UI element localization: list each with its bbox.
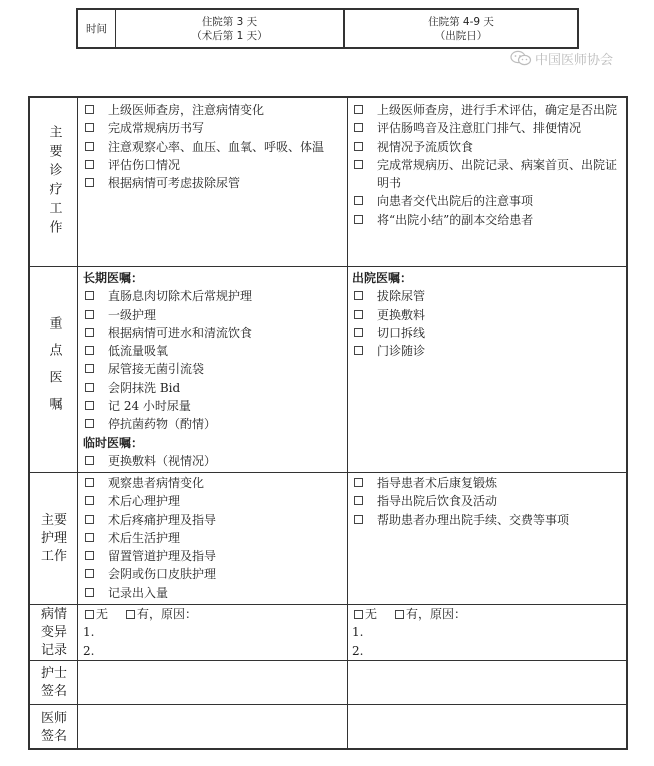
diagnosis-right-list <box>352 101 624 229</box>
checkbox-no[interactable] <box>85 610 94 619</box>
diagnosis-row-label: 主要诊疗工作 <box>46 125 62 239</box>
nurse-sign-field-left[interactable] <box>78 661 347 704</box>
checkbox[interactable] <box>85 496 94 505</box>
checklist-item: 拔除尿管 <box>352 287 624 305</box>
orders-left-list <box>83 269 341 470</box>
variance-options: 无 有，原因： <box>352 605 624 623</box>
variance-line-1: 1. <box>83 625 95 640</box>
checklist-item: 记录出入量 <box>83 584 341 602</box>
row-divider <box>30 266 626 267</box>
checklist-item: 帮助患者办理出院手续、交费等事项 <box>352 511 624 529</box>
checkbox[interactable] <box>354 142 363 151</box>
checkbox[interactable] <box>85 160 94 169</box>
checkbox[interactable] <box>354 291 363 300</box>
nursing-left-list <box>83 474 341 602</box>
checkbox[interactable] <box>85 291 94 300</box>
checkbox[interactable] <box>354 160 363 169</box>
checklist-item: 低流量吸氧 <box>83 342 341 360</box>
checkbox[interactable] <box>85 419 94 428</box>
checkbox[interactable] <box>354 328 363 337</box>
checklist-item: 更换敷料（视情况） <box>83 452 341 470</box>
checklist-item: 术后生活护理 <box>83 529 341 547</box>
nursing-right-list <box>352 474 624 529</box>
checklist-item: 记 24 小时尿量 <box>83 397 341 415</box>
checklist-item: 更换敷料 <box>352 306 624 324</box>
checklist-item: 上级医师查房，注意病情变化 <box>83 101 341 119</box>
day4-9-subtitle: （出院日） <box>434 29 488 42</box>
orders-right-list <box>352 269 624 360</box>
checklist-item: 根据病情可进水和清流饮食 <box>83 324 341 342</box>
checkbox-yes[interactable] <box>126 610 135 619</box>
checkbox[interactable] <box>85 328 94 337</box>
checkbox[interactable] <box>85 142 94 151</box>
checkbox[interactable] <box>85 346 94 355</box>
variance-right <box>352 605 624 660</box>
variance-line-2: 2. <box>352 643 364 658</box>
checkbox-yes[interactable] <box>395 610 404 619</box>
checklist-item: 尿管接无菌引流袋 <box>83 360 341 378</box>
day3-header-cell <box>116 10 345 47</box>
wechat-icon <box>510 50 532 66</box>
day3-subtitle: （术后第 1 天） <box>191 29 268 42</box>
time-label: 时间 <box>86 22 107 35</box>
checkbox[interactable] <box>85 310 94 319</box>
checklist-item: 直肠息肉切除术后常规护理 <box>83 287 341 305</box>
checklist-item: 完成常规病历、出院记录、病案首页、出院证明书 <box>352 156 624 193</box>
checklist-item: 术后心理护理 <box>83 492 341 510</box>
checkbox[interactable] <box>354 196 363 205</box>
nursing-row-label: 主要护理工作 <box>40 512 67 564</box>
checkbox[interactable] <box>85 401 94 410</box>
checkbox[interactable] <box>354 496 363 505</box>
variance-row-label: 病情变异记录 <box>40 606 67 658</box>
checkbox[interactable] <box>354 346 363 355</box>
checkbox[interactable] <box>85 588 94 597</box>
temporary-orders-title: 临时医嘱： <box>83 435 144 450</box>
checkbox[interactable] <box>85 533 94 542</box>
checkbox[interactable] <box>85 123 94 132</box>
checklist-item: 停抗菌药物（酌情） <box>83 415 341 433</box>
discharge-orders-title: 出院医嘱： <box>352 271 413 285</box>
checklist-item: 留置管道护理及指导 <box>83 547 341 565</box>
checklist-item: 会阴抹洗 Bid <box>83 379 341 397</box>
checklist-item: 观察患者病情变化 <box>83 474 341 492</box>
checklist-item: 视情况予流质饮食 <box>352 138 624 156</box>
checkbox[interactable] <box>85 105 94 114</box>
checklist-item: 门诊随诊 <box>352 342 624 360</box>
checkbox[interactable] <box>85 364 94 373</box>
time-label-cell <box>78 10 116 47</box>
day4-9-header-cell <box>345 10 577 47</box>
watermark-text: 中国医师协会 <box>535 52 614 68</box>
checklist-item: 注意观察心率、血压、血氧、呼吸、体温 <box>83 138 341 156</box>
checkbox[interactable] <box>85 383 94 392</box>
checkbox[interactable] <box>354 215 363 224</box>
checkbox[interactable] <box>85 478 94 487</box>
checklist-item: 评估肠鸣音及注意肛门排气、排便情况 <box>352 119 624 137</box>
checkbox[interactable] <box>85 456 94 465</box>
day3-title: 住院第 3 天 <box>201 15 258 28</box>
header-table <box>76 8 579 49</box>
day4-9-title: 住院第 4-9 天 <box>428 15 494 28</box>
column-divider <box>347 98 348 748</box>
nurse-sign-label: 护士签名 <box>40 665 67 699</box>
doctor-sign-field-right[interactable] <box>348 705 626 750</box>
checklist-item: 将“出院小结”的副本交给患者 <box>352 211 624 229</box>
diagnosis-left-list <box>83 101 341 192</box>
row-divider <box>30 472 626 473</box>
doctor-sign-label: 医师签名 <box>40 710 67 744</box>
checklist-item: 指导患者术后康复锻炼 <box>352 474 624 492</box>
doctor-sign-field-left[interactable] <box>78 705 347 750</box>
variance-line-1: 1. <box>352 625 364 640</box>
checkbox[interactable] <box>354 478 363 487</box>
checklist-item: 会阴或伤口皮肤护理 <box>83 565 341 583</box>
checkbox[interactable] <box>354 310 363 319</box>
long-term-orders-title: 长期医嘱： <box>83 271 144 285</box>
variance-line-2: 2. <box>83 643 95 658</box>
nurse-sign-field-right[interactable] <box>348 661 626 704</box>
variance-left <box>83 605 341 660</box>
checklist-item: 上级医师查房，进行手术评估，确定是否出院 <box>352 101 624 119</box>
checklist-item: 完成常规病历书写 <box>83 119 341 137</box>
checkbox[interactable] <box>354 123 363 132</box>
checkbox[interactable] <box>85 178 94 187</box>
checklist-item: 向患者交代出院后的注意事项 <box>352 192 624 210</box>
checkbox-no[interactable] <box>354 610 363 619</box>
checkbox[interactable] <box>85 551 94 560</box>
checklist-item: 评估伤口情况 <box>83 156 341 174</box>
variance-options: 无 有，原因： <box>83 605 341 623</box>
checkbox[interactable] <box>354 515 363 524</box>
checkbox[interactable] <box>354 105 363 114</box>
pathway-table <box>28 96 628 750</box>
checklist-item: 一级护理 <box>83 306 341 324</box>
checkbox[interactable] <box>85 569 94 578</box>
orders-row-label: 重点医嘱 <box>46 315 62 424</box>
checklist-item: 指导出院后饮食及活动 <box>352 492 624 510</box>
watermark <box>510 48 613 68</box>
checklist-item: 切口拆线 <box>352 324 624 342</box>
checklist-item: 根据病情可考虑拔除尿管 <box>83 174 341 192</box>
checkbox[interactable] <box>85 515 94 524</box>
checklist-item: 术后疼痛护理及指导 <box>83 511 341 529</box>
